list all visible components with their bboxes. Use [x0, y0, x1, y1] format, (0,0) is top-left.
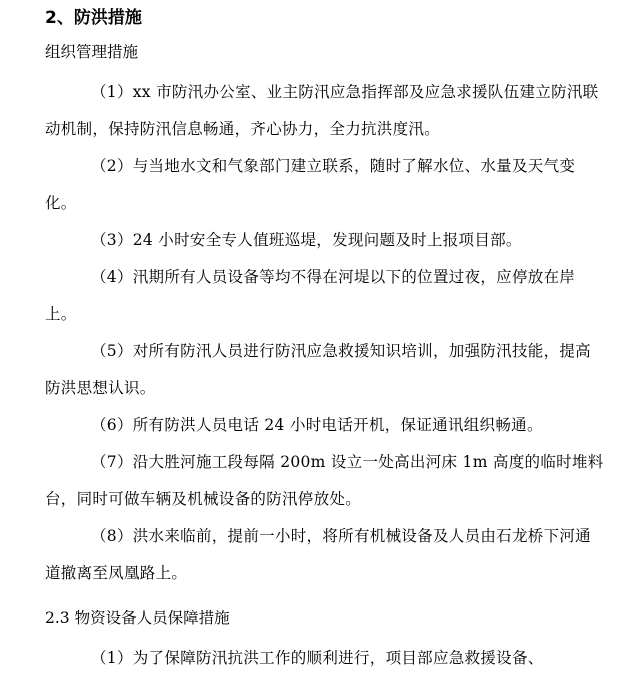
org-item-4: （4）汛期所有人员设备等均不得在河堤以下的位置过夜，应停放在岸上。	[45, 268, 576, 323]
materials-heading: 2.3 物资设备人员保障措施	[45, 609, 230, 627]
org-item-5: （5）对所有防汛人员进行防汛应急救援知识培训，加强防汛技能，提高防洪思想认识。	[45, 342, 591, 397]
org-item-6: （6）所有防洪人员电话 24 小时电话开机，保证通讯组织畅通。	[91, 416, 543, 434]
org-item-1: （1）xx 市防汛办公室、业主防汛应急指挥部及应急求援队伍建立防汛联动机制，保持防汛信息畅通，齐心协力，全力抗洪度汛。	[45, 83, 599, 138]
org-item-3: （3）24 小时安全专人值班巡堤，发现问题及时上报项目部。	[91, 231, 522, 249]
materials-item-1: （1）为了保障防汛抗洪工作的顺利进行，项目部应急救援设备、	[91, 649, 544, 667]
org-management-heading: 组织管理措施	[45, 43, 139, 61]
org-item-7: （7）沿大胜河施工段每隔 200m 设立一处高出河床 1m 高度的临时堆料台，同时可做车辆及机械设备的防汛停放处。	[45, 453, 604, 508]
org-item-8: （8）洪水来临前，提前一小时，将所有机械设备及人员由石龙桥下河通道撤离至凤凰路上。	[45, 527, 591, 582]
org-item-2: （2）与当地水文和气象部门建立联系，随时了解水位、水量及天气变化。	[45, 157, 576, 212]
section-heading: 2、防洪措施	[45, 8, 142, 28]
